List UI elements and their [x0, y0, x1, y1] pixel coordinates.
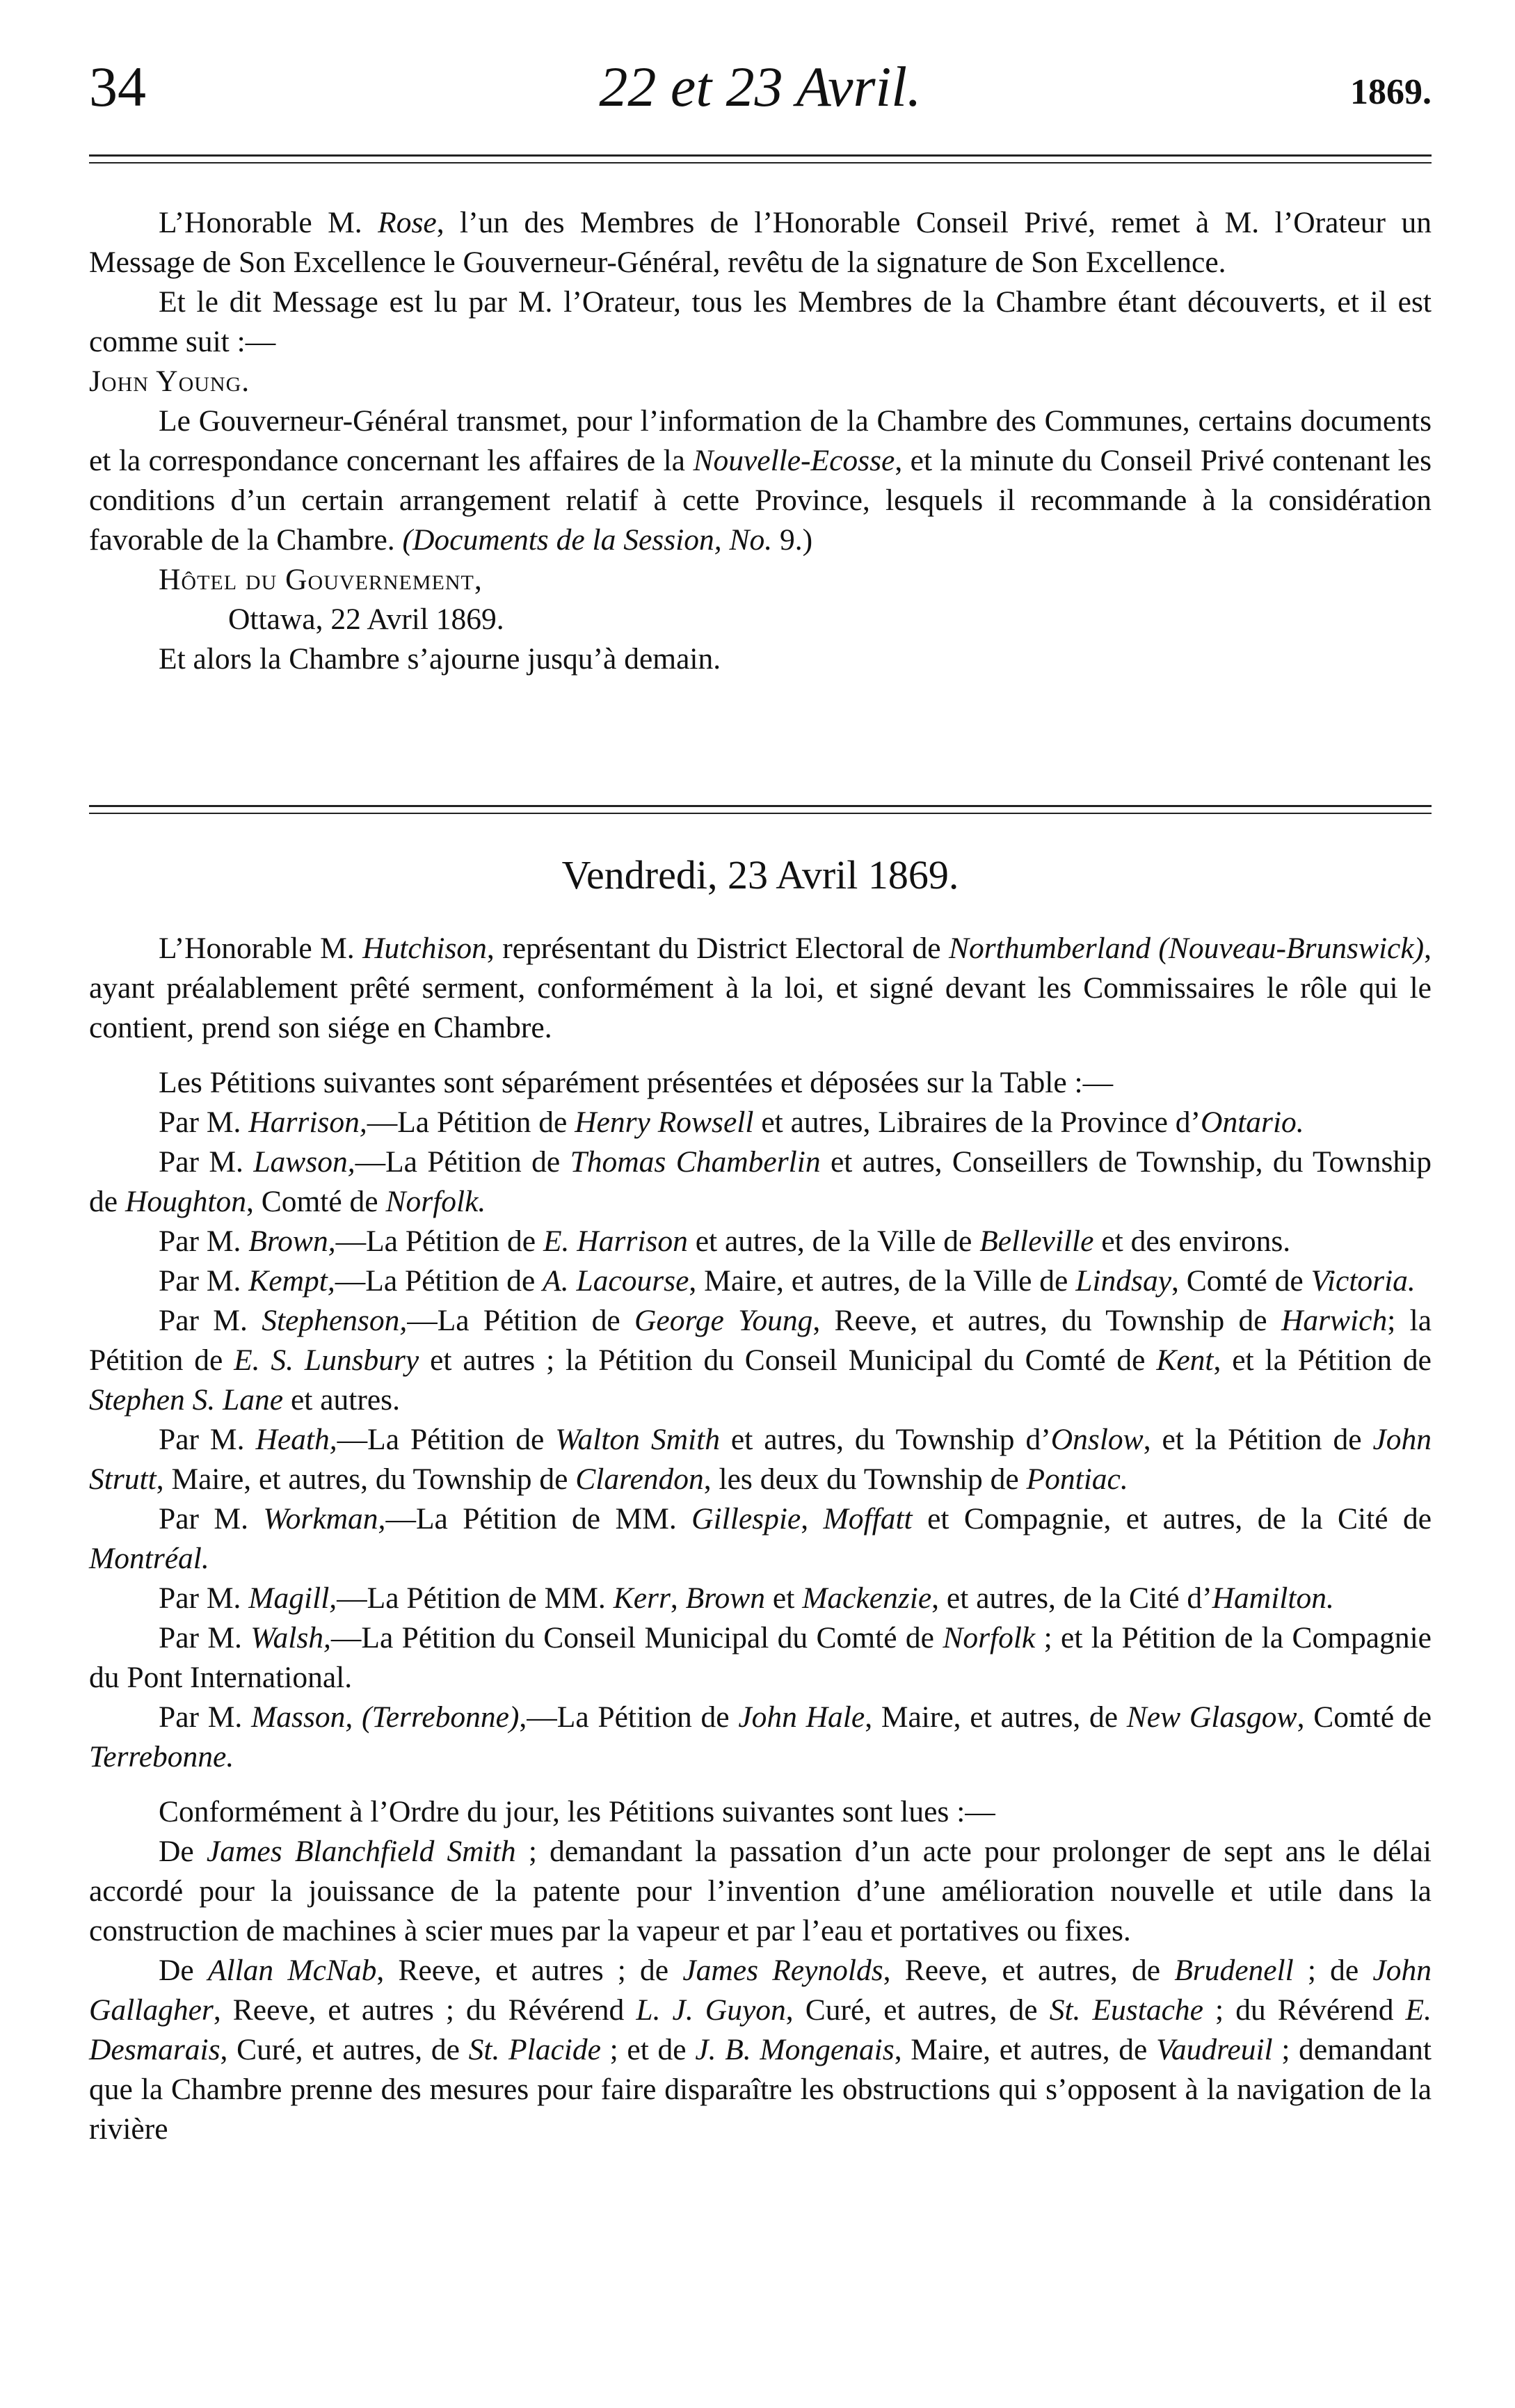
petition-item: Par M. Brown,—La Pétition de E. Harrison et autres, de la Ville de Belleville et des environs. [159, 1225, 1291, 1258]
petition-item: Par M. Harrison,—La Pétition de Henry Rowsell et autres, Libraires de la Province d’Ontario. [159, 1106, 1304, 1139]
petition-item: Par M. Workman,—La Pétition de MM. Gillespie, Moffatt et Compagnie, et autres, de la Cité de Montréal. [89, 1502, 1432, 1575]
paragraph: Et le dit Message est lu par M. l’Orateur, tous les Membres de la Chambre étant découverts, et il est comme suit :— [89, 285, 1432, 358]
paragraph: L’Honorable M. Hutchison, représentant du District Electoral de Northumberland (Nouveau-Brunswick), ayant préalablement prêté serment, conformément à la loi, et signé devant les Commissaires le rôle qui le contient, prend son siége en Chambre. [89, 932, 1432, 1044]
section-rule-top [89, 805, 1432, 807]
section-message [89, 203, 1432, 679]
page-title: 22 et 23 Avril. [599, 55, 922, 118]
header-rule-bottom [89, 162, 1432, 164]
petition-item: Par M. Stephenson,—La Pétition de George Young, Reeve, et autres, du Township de Harwich; la Pétition de E. S. Lunsbury et autres ; la Pétition du Conseil Municipal du Comté de Kent, et la Pétition de Stephen S. Lane et autres. [89, 1304, 1432, 1417]
petition-item: Par M. Magill,—La Pétition de MM. Kerr, Brown et Mackenzie, et autres, de la Cité d’Hamilton. [159, 1581, 1334, 1615]
page-header [89, 49, 1432, 125]
paragraph: Le Gouverneur-Général transmet, pour l’information de la Chambre des Communes, certains documents et la correspondance concernant les affaires de la Nouvelle-Ecosse, et la minute du Conseil Privé contenant les conditions d’un certain arrangement relatif à cette Province, lesquels il recommande à la considération favorable de la Chambre. (Documents de la Session, No. 9.) [89, 404, 1432, 557]
page-year: 1869. [1350, 72, 1432, 112]
paragraph: Conformément à l’Ordre du jour, les Pétitions suivantes sont lues :— [159, 1795, 995, 1828]
signature: John Young. [89, 365, 250, 398]
petition-item: Par M. Kempt,—La Pétition de A. Lacourse, Maire, et autres, de la Ville de Lindsay, Comté de Victoria. [159, 1264, 1416, 1298]
date-line: Ottawa, 22 Avril 1869. [228, 603, 504, 636]
paragraph: Les Pétitions suivantes sont séparément présentées et déposées sur la Table :— [159, 1066, 1114, 1099]
petition-item: Par M. Heath,—La Pétition de Walton Smith et autres, du Township d’Onslow, et la Pétition de John Strutt, Maire, et autres, du Township de Clarendon, les deux du Township de Pontiac. [89, 1423, 1432, 1496]
paragraph: L’Honorable M. Rose, l’un des Membres de l’Honorable Conseil Privé, remet à M. l’Orateur un Message de Son Excellence le Gouverneur-Général, revêtu de la signature de Son Excellence. [89, 206, 1432, 279]
section-title: Vendredi, 23 Avril 1869. [561, 852, 959, 898]
read-petition-item: De James Blanchfield Smith ; demandant la passation d’un acte pour prolonger de sept ans le délai accordé pour la jouissance de la patente pour l’invention d’une amélioration nouvelle et utile dans la construction de machines à scier mues par la vapeur et par l’eau et portatives ou fixes. [89, 1835, 1432, 1947]
read-petition-item: De Allan McNab, Reeve, et autres ; de James Reynolds, Reeve, et autres, de Brudenell ; de John Gallagher, Reeve, et autres ; du Révérend L. J. Guyon, Curé, et autres, de St. Eustache ; du Révérend E. Desmarais, Curé, et autres, de St. Placide ; et de J. B. Mongenais, Maire, et autres, de Vaudreuil ; demandant que la Chambre prenne des mesures pour faire disparaître les obstructions qui s’opposent à la navigation de la rivière [89, 1954, 1432, 2146]
petition-item: Par M. Lawson,—La Pétition de Thomas Chamberlin et autres, Conseillers de Township, du Township de Houghton, Comté de Norfolk. [89, 1145, 1432, 1218]
page-number: 34 [89, 55, 146, 118]
petition-item: Par M. Walsh,—La Pétition du Conseil Municipal du Comté de Norfolk ; et la Pétition de la Compagnie du Pont International. [89, 1621, 1432, 1694]
header-rule-top [89, 154, 1432, 157]
paragraph: Et alors la Chambre s’ajourne jusqu’à demain. [159, 642, 721, 676]
section-rule-bottom [89, 813, 1432, 814]
section-friday [89, 929, 1432, 2149]
hotel-line: Hôtel du Gouvernement, [159, 563, 483, 596]
petition-item: Par M. Masson, (Terrebonne),—La Pétition de John Hale, Maire, et autres, de New Glasgow, Comté de Terrebonne. [89, 1700, 1432, 1773]
